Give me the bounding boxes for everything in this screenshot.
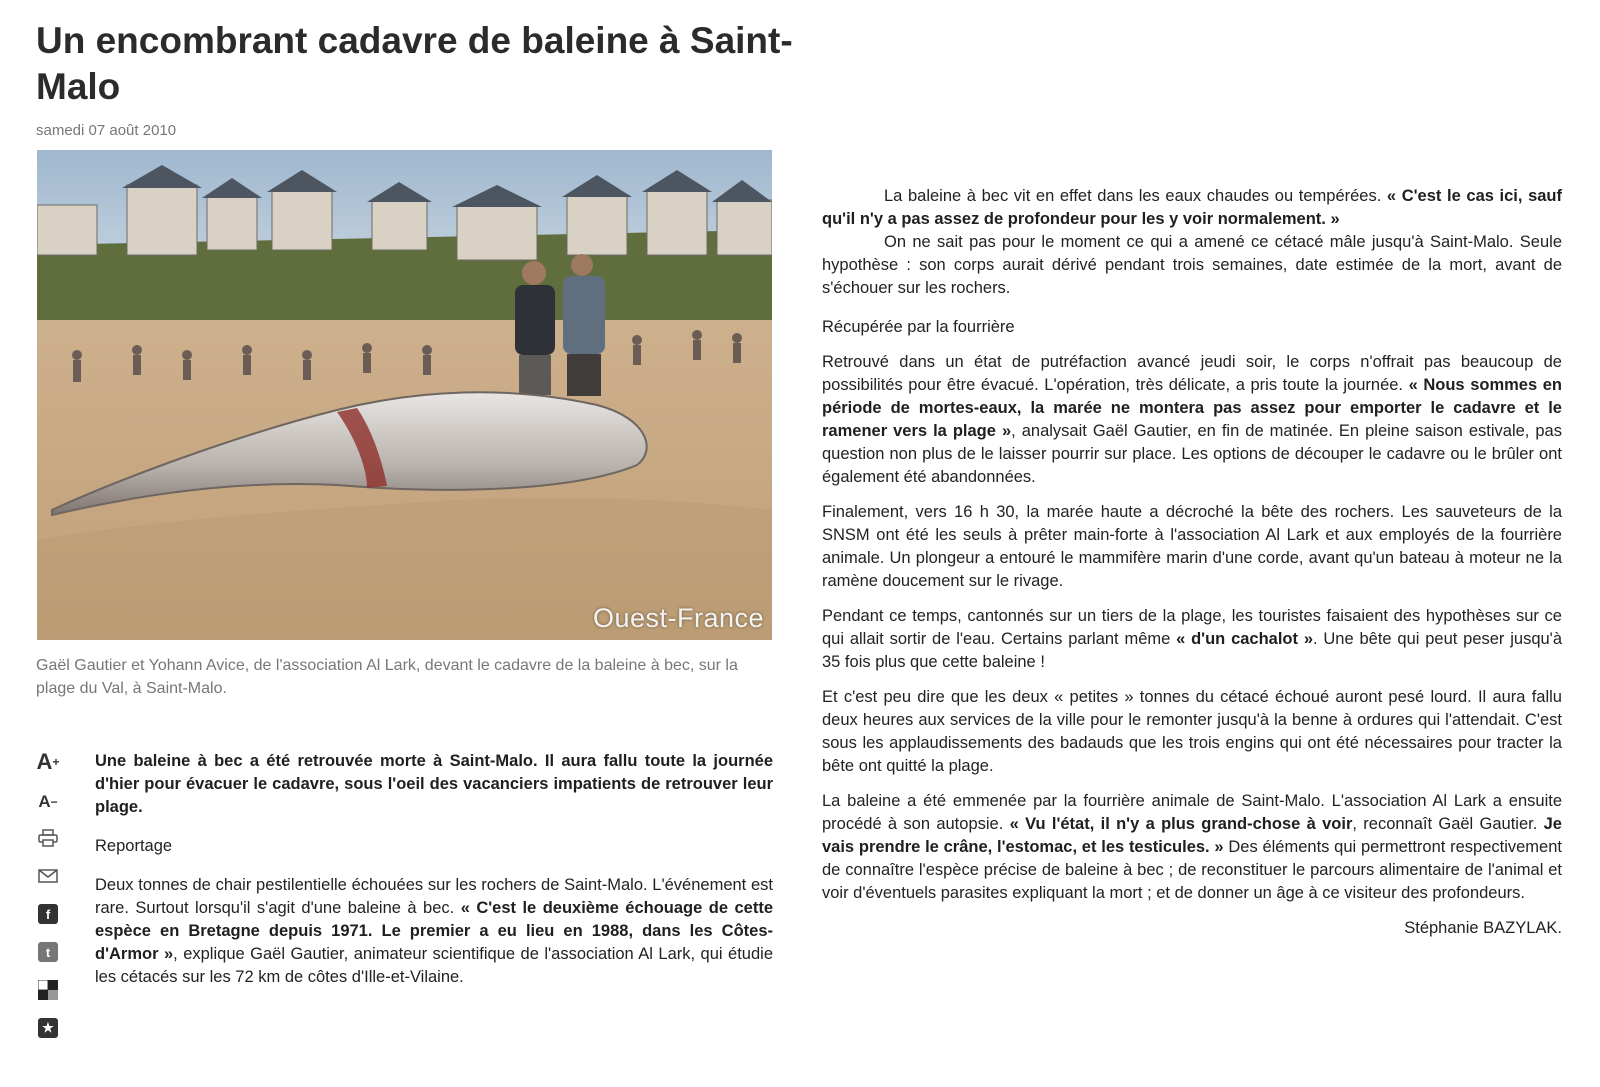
facebook-icon: f <box>38 904 58 924</box>
increase-font-button[interactable]: A + <box>36 749 60 774</box>
paragraph-5: Finalement, vers 16 h 30, la marée haute a décroché la bête des rochers. Les sauveteurs de la SNSM ont été les seuls à prêter main-forte à l'association Al Lark et aux employés de la fourrière animale. Un plongeur a entouré le mammifère marin d'une corde, avant qu'un bateau à moteur ne la ramène doucement sur le rivage. <box>822 503 1562 590</box>
article-body-right <box>822 185 1562 940</box>
photo-watermark: Ouest-France <box>592 603 764 633</box>
article-body-left <box>95 750 773 989</box>
twitter-share-button[interactable] <box>34 938 62 966</box>
article-title: Un encombrant cadavre de baleine à Saint-Malo <box>36 20 793 107</box>
delicious-share-button[interactable] <box>34 976 62 1004</box>
twitter-icon: t <box>38 942 58 962</box>
beach-whale-illustration <box>37 150 772 640</box>
envelope-icon <box>38 869 58 883</box>
star-icon: ★ <box>38 1018 58 1038</box>
email-button[interactable] <box>34 862 62 890</box>
subheading: Récupérée par la fourrière <box>822 318 1015 336</box>
paragraph-8: La baleine a été emmenée par la fourrière animale de Saint-Malo. L'association Al Lark a ensuite procédé à son autopsie. « Vu l'état, il n'y a plus grand-chose à voir, reconnaît Gaël Gautier. Je vais prendre le crâne, l'estomac, et les testicules. » Des éléments qui permettront respectivement de connaître l'espèce précise de baleine à bec ; de reconstituer le parcours alimentaire de l'animal et voir d'éventuels parasites expliquant la mort ; et de donner un âge à ce visiteur des profondeurs. <box>822 792 1562 902</box>
paragraph-1: Deux tonnes de chair pestilentielle échouées sur les rochers de Saint-Malo. L'événement est rare. Surtout lorsqu'il s'agit d'une baleine à bec. « C'est le deuxième échouage de cette espèce en Bretagne depuis 1971. Le premier a eu lieu en 1988, dans les Côtes-d'Armor », explique Gaël Gautier, animateur scientifique de l'association Al Lark, qui étudie les cétacés sur les 72 km de côtes d'Ille-et-Vilaine. <box>95 876 773 986</box>
paragraph-6: Pendant ce temps, cantonnés sur un tiers de la plage, les touristes faisaient des hypothèses sur ce qui allait sortir de l'eau. Certains parlant même « d'un cachalot ». Une bête qui peut peser jusqu'à 35 fois plus que cette baleine ! <box>822 607 1562 671</box>
photo-caption: Gaël Gautier et Yohann Avice, de l'association Al Lark, devant le cadavre de la baleine à bec, sur la plage du Val, à Saint-Malo. <box>36 657 738 697</box>
printer-icon <box>38 829 58 847</box>
paragraph-4: Retrouvé dans un état de putréfaction avancé jeudi soir, le corps n'offrait pas beaucoup de possibilités pour être évacué. L'opération, très délicate, a pris toute la journée. « Nous sommes en période de mortes-eaux, la marée ne montera pas assez pour emporter le cadavre et le ramener vers la plage », analysait Gaël Gautier, en fin de matinée. En pleine saison estivale, pas question non plus de le laisser pourrir sur place. Les options de découper le cadavre ou le brûler ont également été abandonnées. <box>822 353 1562 486</box>
article-photo <box>37 150 772 640</box>
favorite-button[interactable] <box>34 1014 62 1042</box>
facebook-share-button[interactable] <box>34 900 62 928</box>
paragraph-3: On ne sait pas pour le moment ce qui a amené ce cétacé mâle jusqu'à Saint-Malo. Seule hypothèse : son corps aurait dérivé pendant trois semaines, date estimée de la mort, avant de s'échouer sur les rochers. <box>822 233 1562 297</box>
delicious-icon <box>38 980 58 1000</box>
section-label: Reportage <box>95 837 173 855</box>
article-date: samedi 07 août 2010 <box>36 122 177 139</box>
print-button[interactable] <box>34 824 62 852</box>
article-lead: Une baleine à bec a été retrouvée morte à Saint-Malo. Il aura fallu toute la journée d'hier pour évacuer le cadavre, sous l'oeil des vacanciers impatients de retrouver leur plage. <box>95 752 773 816</box>
article-author: Stéphanie BAZYLAK. <box>1404 919 1562 937</box>
paragraph-7: Et c'est peu dire que les deux « petites » tonnes du cétacé échoué auront pesé lourd. Il aura fallu deux heures aux services de la ville pour le remonter jusqu'à la benne à ordures qui l'attendait. C'est sous les applaudissements des badauds que les trois engins qui ont été nécessaires pour tracter la bête ont quitté la plage. <box>822 688 1562 775</box>
decrease-font-button[interactable]: A − <box>38 792 58 811</box>
paragraph-2: La baleine à bec vit en effet dans les eaux chaudes ou tempérées. « C'est le cas ici, sauf qu'il n'y a pas assez de profondeur pour les y voir normalement. » <box>822 187 1563 228</box>
